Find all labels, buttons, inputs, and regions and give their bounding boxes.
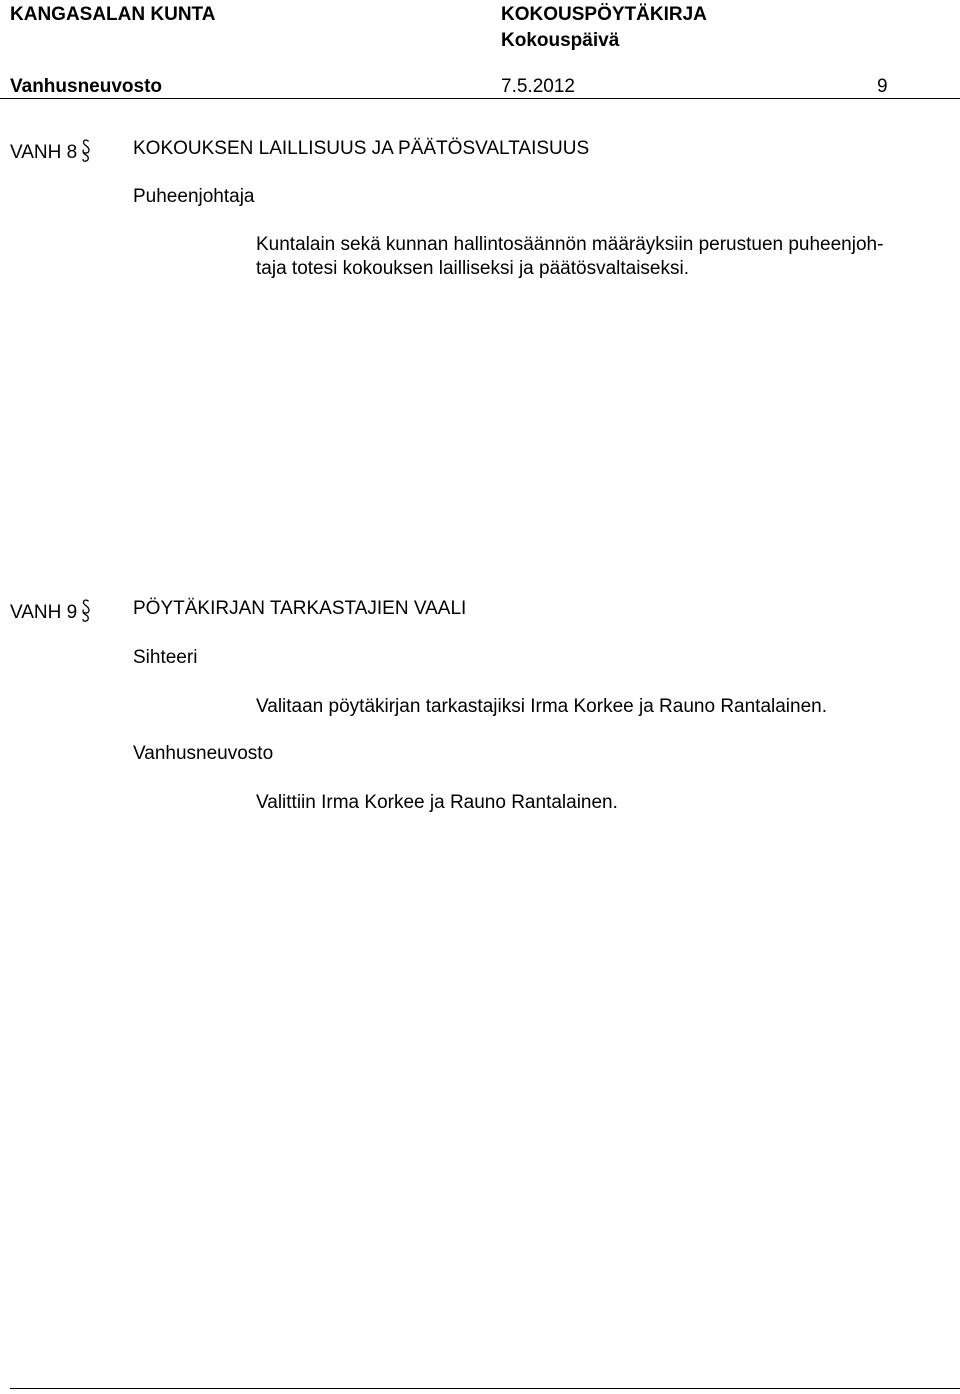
body-name: Vanhusneuvosto [10, 76, 163, 97]
section-title: PÖYTÄKIRJAN TARKASTAJIEN VAALI [133, 598, 467, 619]
section-id [10, 138, 91, 170]
section-id [10, 598, 91, 630]
section-id-text: VANH 8 [10, 142, 78, 163]
section-sign-icon [81, 138, 91, 170]
entry-text: Valitaan pöytäkirjan tarkastajiksi Irma Korkee ja Rauno Rantalainen. [256, 696, 828, 717]
footer-divider [10, 1388, 960, 1389]
meeting-date: 7.5.2012 [501, 76, 575, 97]
section-title: KOKOUKSEN LAILLISUUS JA PÄÄTÖSVALTAISUUS [133, 138, 590, 159]
entry-text [256, 233, 956, 281]
entry-role: Puheenjohtaja [133, 186, 255, 207]
document-type: KOKOUSPÖYTÄKIRJA [501, 4, 707, 25]
entry-role: Sihteeri [133, 647, 198, 668]
entry-text-line: taja totesi kokouksen lailliseksi ja päätösvaltaiseksi. [256, 258, 689, 279]
page-number: 9 [877, 76, 888, 97]
organization-name: KANGASALAN KUNTA [10, 4, 216, 25]
date-label: Kokouspäivä [501, 30, 620, 51]
entry-role: Vanhusneuvosto [133, 743, 274, 764]
entry-text: Valittiin Irma Korkee ja Rauno Rantalainen. [256, 792, 618, 813]
section-id-text: VANH 9 [10, 602, 78, 623]
header-divider [0, 98, 960, 99]
section-sign-icon [81, 598, 91, 630]
entry-text-line: Kuntalain sekä kunnan hallintosäännön määräyksiin perustuen puheenjoh- [256, 234, 884, 255]
